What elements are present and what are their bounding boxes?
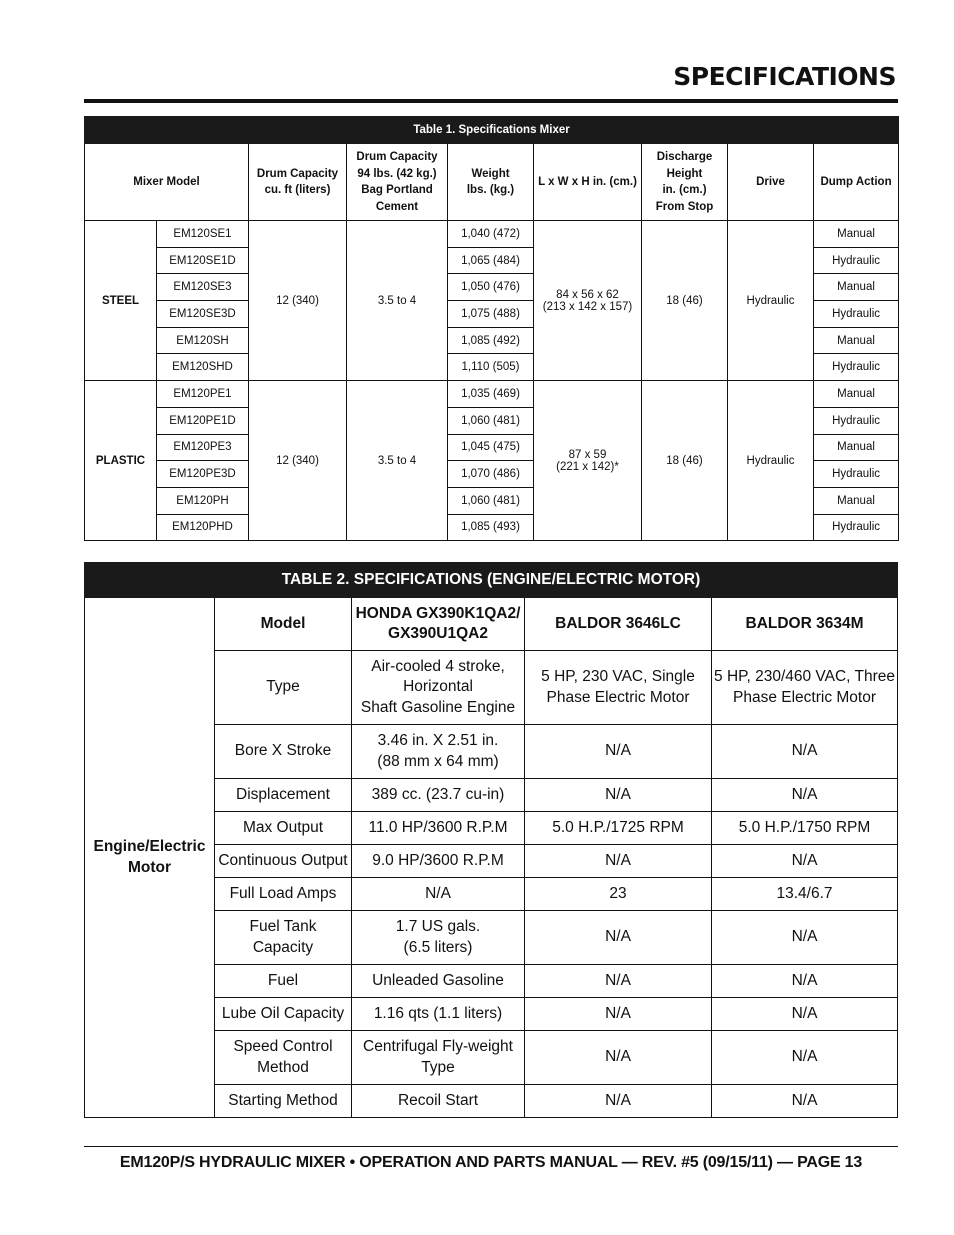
material-group-label: PLASTIC: [85, 381, 157, 541]
mixer-model: EM120PE3D: [157, 461, 249, 488]
table1-header-line: Drum Capacity: [356, 151, 438, 163]
table1-header-cell: [534, 144, 642, 221]
spec-value-line: (6.5 liters): [403, 938, 473, 956]
table1-header-line: Weight: [471, 167, 510, 180]
table1-header-line: Dump Action: [820, 175, 892, 188]
spec-value: [525, 878, 712, 911]
drive: Hydraulic: [728, 381, 814, 541]
table1-row: [85, 381, 899, 408]
spec-value: [352, 725, 525, 779]
spec-label: [215, 998, 352, 1031]
weight: 1,060 (481): [448, 487, 534, 514]
dump-action: Hydraulic: [814, 247, 899, 274]
spec-value: [712, 878, 898, 911]
mixer-specifications-table: [84, 116, 899, 541]
spec-value: [352, 878, 525, 911]
spec-value: [712, 651, 898, 725]
bag-capacity: 3.5 to 4: [347, 221, 448, 381]
dimensions: [534, 221, 642, 381]
spec-value: [352, 812, 525, 845]
spec-value: [525, 1031, 712, 1085]
table1-header-line: Height: [666, 167, 703, 180]
spec-value-line: 3.46 in. X 2.51 in.: [377, 732, 499, 749]
mixer-model: EM120PE1: [157, 381, 249, 408]
spec-value: [525, 725, 712, 779]
spec-value: [712, 812, 898, 845]
table2-header-line: BALDOR 3646LC: [555, 615, 681, 632]
spec-label-line: Fuel Tank: [249, 918, 317, 935]
spec-value: [712, 725, 898, 779]
dimensions: [534, 381, 642, 541]
spec-value-line: Centrifugal Fly-weight: [363, 1038, 513, 1055]
spec-value-line: Horizontal: [403, 678, 473, 696]
page-title: SPECIFICATIONS: [673, 62, 896, 91]
spec-label-line: Starting Method: [228, 1091, 338, 1109]
spec-value-line: N/A: [605, 851, 631, 869]
weight: 1,110 (505): [448, 354, 534, 381]
spec-label-line: Speed Control: [233, 1038, 333, 1055]
spec-value-line: 5.0 H.P./1750 RPM: [738, 818, 871, 836]
engine-group-label-line: Motor: [127, 858, 172, 876]
spec-value: [352, 651, 525, 725]
mixer-model: EM120SH: [157, 327, 249, 354]
engine-specifications-table: [84, 562, 898, 1118]
table1-header-line: Drive: [756, 175, 785, 188]
table1-header-line: Cement: [375, 200, 419, 213]
weight: 1,075 (488): [448, 301, 534, 328]
spec-value-line: N/A: [605, 742, 631, 760]
dump-action: Hydraulic: [814, 354, 899, 381]
spec-value: [712, 1085, 898, 1118]
table1-row: [85, 221, 899, 248]
spec-value-line: 5 HP, 230/460 VAC, Three: [714, 668, 895, 685]
spec-value: [712, 911, 898, 965]
table1-header-cell: [249, 144, 347, 221]
spec-value: [712, 965, 898, 998]
spec-value: [352, 911, 525, 965]
drum-capacity: 12 (340): [249, 221, 347, 381]
weight: 1,065 (484): [448, 247, 534, 274]
spec-value: [712, 998, 898, 1031]
spec-value-line: Air-cooled 4 stroke,: [371, 657, 505, 675]
table2-header-model: [712, 598, 898, 651]
spec-value-line: N/A: [605, 971, 631, 989]
spec-value-line: N/A: [791, 1004, 818, 1022]
spec-label-line: Displacement: [236, 785, 330, 803]
spec-value: [525, 812, 712, 845]
table1-header-line: Mixer Model: [133, 175, 200, 188]
spec-value: [525, 651, 712, 725]
mixer-model: EM120PH: [157, 487, 249, 514]
weight: 1,040 (472): [448, 221, 534, 248]
table1-header-cell: [347, 144, 448, 221]
weight: 1,060 (481): [448, 407, 534, 434]
table2-header-model: [352, 598, 525, 651]
table2-header-line: BALDOR 3634M: [745, 615, 864, 632]
dimensions-line: 84 x 56 x 62: [556, 288, 619, 301]
spec-value-line: Recoil Start: [397, 1091, 479, 1109]
dump-action: Manual: [814, 487, 899, 514]
spec-label: [215, 1031, 352, 1085]
spec-value-line: 23: [609, 884, 627, 902]
mixer-model: EM120SE3: [157, 274, 249, 301]
spec-value-line: N/A: [791, 851, 818, 869]
table1-header-line: 94 lbs. (42 kg.): [357, 167, 437, 180]
spec-label: [215, 965, 352, 998]
drum-capacity: 12 (340): [249, 381, 347, 541]
dump-action: Manual: [814, 434, 899, 461]
dump-action: Hydraulic: [814, 461, 899, 488]
spec-value-line: 389 cc. (23.7 cu-in): [371, 785, 505, 803]
dump-action: Hydraulic: [814, 301, 899, 328]
table1-header-cell: [448, 144, 534, 221]
dimensions-line: (221 x 142)*: [556, 460, 619, 473]
spec-value: [712, 1031, 898, 1085]
footer-rule: [84, 1146, 898, 1147]
spec-value-line: 11.0 HP/3600 R.P.M: [368, 818, 508, 836]
spec-label-line: Bore X Stroke: [234, 742, 332, 760]
title-rule: [84, 99, 898, 103]
spec-value: [352, 998, 525, 1031]
table1-caption: Table 1. Specifications Mixer: [85, 117, 899, 144]
spec-label: [215, 845, 352, 878]
spec-label: [215, 1085, 352, 1118]
spec-value: [352, 779, 525, 812]
material-group-label: STEEL: [85, 221, 157, 381]
table1-header-line: in. (cm.): [662, 184, 707, 196]
spec-value-line: N/A: [791, 928, 818, 946]
spec-value-line: N/A: [791, 971, 818, 989]
mixer-model: EM120SE1: [157, 221, 249, 248]
spec-value: [712, 779, 898, 812]
spec-value-line: 1.16 qts (1.1 liters): [373, 1004, 503, 1022]
table1-header-line: Drum Capacity: [256, 167, 339, 180]
weight: 1,085 (493): [448, 514, 534, 541]
spec-label: [215, 911, 352, 965]
table1-header-line: L x W x H in. (cm.): [538, 175, 637, 188]
weight: 1,070 (486): [448, 461, 534, 488]
spec-value-line: N/A: [605, 1091, 631, 1109]
spec-value: [525, 911, 712, 965]
spec-value: [712, 845, 898, 878]
table1-header-line: Discharge: [656, 151, 713, 163]
spec-value-line: 1.7 US gals.: [395, 918, 481, 935]
spec-value-line: 5 HP, 230 VAC, Single: [541, 668, 695, 685]
spec-value-line: 9.0 HP/3600 R.P.M: [372, 851, 504, 869]
spec-value-line: Shaft Gasoline Engine: [360, 698, 516, 716]
spec-value-line: N/A: [605, 1004, 631, 1022]
table1-header-cell: [814, 144, 899, 221]
page-footer: EM120P/S HYDRAULIC MIXER • OPERATION AND PARTS MANUAL — REV. #5 (09/15/11) — PAGE 13: [119, 1154, 863, 1171]
weight: 1,085 (492): [448, 327, 534, 354]
spec-value: [525, 845, 712, 878]
spec-label-line: Method: [257, 1058, 309, 1076]
spec-value: [525, 779, 712, 812]
dump-action: Manual: [814, 274, 899, 301]
spec-label-line: Capacity: [252, 938, 314, 956]
spec-label-line: Lube Oil Capacity: [221, 1004, 345, 1022]
spec-label-line: Fuel: [267, 971, 299, 989]
weight: 1,045 (475): [448, 434, 534, 461]
spec-label: [215, 725, 352, 779]
spec-value-line: N/A: [425, 884, 451, 902]
mixer-model: EM120PHD: [157, 514, 249, 541]
dump-action: Hydraulic: [814, 407, 899, 434]
weight: 1,050 (476): [448, 274, 534, 301]
weight: 1,035 (469): [448, 381, 534, 408]
table2-caption: TABLE 2. SPECIFICATIONS (ENGINE/ELECTRIC MOTOR): [85, 563, 898, 598]
table1-header-line: Bag Portland: [361, 184, 433, 196]
bag-capacity: 3.5 to 4: [347, 381, 448, 541]
spec-label: [215, 651, 352, 725]
dump-action: Manual: [814, 221, 899, 248]
table1-header-cell: [642, 144, 728, 221]
mixer-model: EM120SE1D: [157, 247, 249, 274]
spec-label-line: Max Output: [242, 818, 324, 836]
spec-value-line: 5.0 H.P./1725 RPM: [552, 818, 684, 836]
spec-value-line: N/A: [791, 742, 818, 760]
mixer-model: EM120SHD: [157, 354, 249, 381]
engine-group-label: [85, 598, 215, 1118]
spec-value-line: N/A: [791, 1091, 818, 1109]
spec-value: [525, 998, 712, 1031]
table2-header-row: [85, 598, 898, 651]
spec-value: [352, 1031, 525, 1085]
table2-header-line: GX390U1QA2: [388, 625, 488, 642]
table1-header-cell: [85, 144, 249, 221]
drive: Hydraulic: [728, 221, 814, 381]
dump-action: Hydraulic: [814, 514, 899, 541]
spec-value-line: Unleaded Gasoline: [372, 971, 504, 989]
table2-header-line: HONDA GX390K1QA2/: [355, 605, 521, 622]
dimensions-line: 87 x 59: [568, 448, 607, 461]
spec-value: [525, 965, 712, 998]
table2-header-model: [525, 598, 712, 651]
dimensions-line: (213 x 142 x 157): [542, 300, 633, 313]
dump-action: Manual: [814, 381, 899, 408]
engine-group-label-line: Engine/Electric: [93, 838, 206, 855]
discharge-height: 18 (46): [642, 221, 728, 381]
spec-value-line: N/A: [605, 928, 631, 946]
mixer-model: EM120SE3D: [157, 301, 249, 328]
spec-value-line: N/A: [605, 1048, 631, 1066]
mixer-model: EM120PE3: [157, 434, 249, 461]
spec-value-line: Phase Electric Motor: [733, 688, 876, 706]
spec-value-line: Phase Electric Motor: [546, 688, 690, 706]
spec-value-line: (88 mm x 64 mm): [377, 752, 499, 770]
spec-value-line: 13.4/6.7: [776, 884, 833, 902]
table1-header-line: cu. ft (liters): [264, 184, 331, 196]
spec-label: [215, 812, 352, 845]
discharge-height: 18 (46): [642, 381, 728, 541]
spec-value: [525, 1085, 712, 1118]
table2-header-label: Model: [215, 598, 352, 651]
table1-header-line: From Stop: [655, 200, 714, 213]
spec-label: [215, 878, 352, 911]
spec-value: [352, 1085, 525, 1118]
spec-value-line: N/A: [791, 785, 818, 803]
mixer-model: EM120PE1D: [157, 407, 249, 434]
table1-header-cell: [728, 144, 814, 221]
spec-value-line: Type: [421, 1058, 455, 1076]
spec-value-line: N/A: [605, 785, 631, 803]
spec-label-line: Type: [266, 678, 300, 696]
spec-value: [352, 845, 525, 878]
spec-value-line: N/A: [791, 1048, 818, 1066]
spec-label: [215, 779, 352, 812]
spec-value: [352, 965, 525, 998]
spec-label-line: Full Load Amps: [229, 884, 337, 902]
spec-label-line: Continuous Output: [218, 851, 348, 869]
table1-header-line: lbs. (kg.): [466, 184, 515, 196]
dump-action: Manual: [814, 327, 899, 354]
